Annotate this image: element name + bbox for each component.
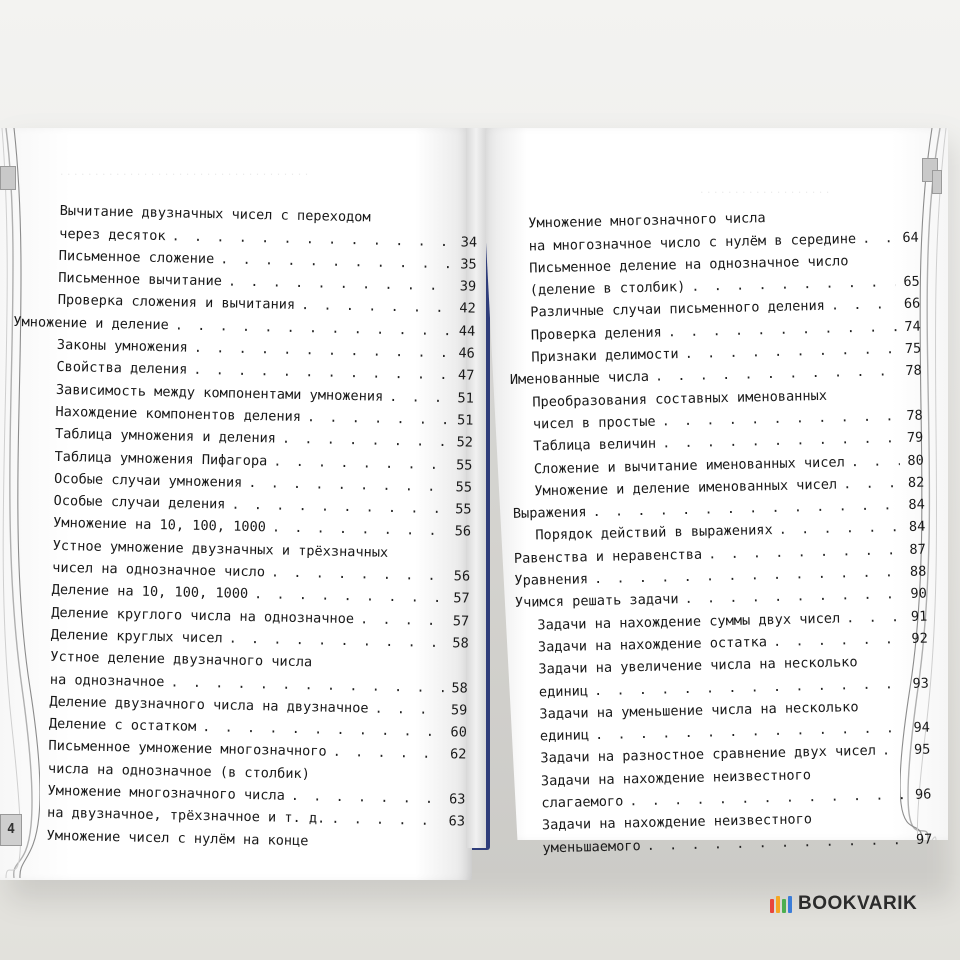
toc-entry-title: чисел в простые bbox=[532, 413, 656, 433]
toc-page-number: 64 bbox=[902, 229, 919, 246]
toc-leader-dots bbox=[331, 811, 441, 829]
toc-entry-title: Таблица умножения и деления bbox=[54, 426, 277, 447]
toc-leader-dots bbox=[843, 475, 901, 492]
toc-entry-title: на двузначное, трёхзначное и т. д. bbox=[46, 805, 326, 827]
toc-page-number: 46 bbox=[458, 345, 475, 362]
toc-leader-dots bbox=[360, 611, 445, 629]
toc-entry-title: Свойства деления bbox=[56, 359, 188, 378]
toc-entry-title: Умножение и деление именованных чисел bbox=[534, 476, 838, 500]
toc-entry-title: чисел на однозначное число bbox=[52, 559, 266, 581]
toc-entry-title: Различные случаи письменного деления bbox=[530, 298, 826, 321]
toc-page-number: 96 bbox=[914, 786, 932, 803]
toc-page-number: 91 bbox=[910, 608, 928, 625]
book-spine-icon bbox=[782, 899, 786, 913]
toc-leader-dots bbox=[773, 631, 904, 650]
toc-page-number: 59 bbox=[450, 702, 468, 719]
page-edge-tab bbox=[932, 170, 942, 194]
toc-leader-dots bbox=[291, 788, 442, 807]
left-table-of-contents bbox=[2, 196, 477, 852]
toc-entry-title: Письменное умножение многозначного bbox=[48, 738, 327, 761]
toc-page-number: 55 bbox=[455, 479, 473, 496]
toc-page-number: 44 bbox=[458, 323, 476, 340]
bleed-through-text: · · · · · · · · · · · · · · · · · · · bbox=[700, 186, 830, 199]
toc-page-number: 47 bbox=[457, 367, 475, 385]
toc-page-number: 51 bbox=[457, 389, 475, 407]
toc-entry-title: уменьшаемого bbox=[542, 837, 641, 856]
toc-entry-title: Задачи на уменьшение числа на несколько bbox=[539, 698, 859, 723]
toc-page-number: 87 bbox=[909, 541, 926, 558]
toc-entry-title: слагаемого bbox=[541, 793, 624, 812]
toc-page-number: 35 bbox=[460, 256, 477, 273]
toc-page-number: 90 bbox=[910, 585, 927, 603]
toc-leader-dots bbox=[374, 700, 443, 717]
toc-entry-title: Деление круглых чисел bbox=[50, 626, 223, 647]
toc-entry-title: Порядок действий в выражениях bbox=[535, 522, 773, 544]
book-stack-icon bbox=[770, 896, 792, 913]
toc-page-number: 42 bbox=[459, 300, 476, 318]
toc-entry-title: Задачи на увеличение числа на несколько bbox=[538, 654, 858, 678]
toc-page-number: 95 bbox=[913, 741, 931, 759]
toc-leader-dots bbox=[301, 297, 452, 316]
toc-entry-title: числа на однозначное (в столбик) bbox=[47, 760, 311, 782]
toc-entry-title: Таблица величин bbox=[533, 435, 657, 455]
book-spine-icon bbox=[788, 896, 792, 913]
right-table-of-contents bbox=[506, 201, 933, 857]
toc-entry-title: Умножение многозначного числа bbox=[47, 782, 286, 804]
toc-page-number: 55 bbox=[455, 456, 473, 474]
book-spine-icon bbox=[770, 899, 774, 913]
toc-page-number: 57 bbox=[453, 590, 470, 607]
toc-entry-title: Деление на 10, 100, 1000 bbox=[51, 582, 249, 603]
toc-entry-title: Устное умножение двузначных и трёхзначных bbox=[52, 537, 389, 561]
toc-entry-title: Задачи на нахождение неизвестного bbox=[540, 766, 812, 790]
toc-page-number: 78 bbox=[906, 407, 923, 424]
toc-entry-title: Выражения bbox=[512, 504, 587, 523]
toc-entry-title: на многозначное число с нулём в середине bbox=[528, 230, 857, 255]
toc-entry-title: Законы умножения bbox=[56, 336, 188, 356]
toc-entry-title: Особые случаи деления bbox=[53, 493, 226, 513]
toc-page-number: 79 bbox=[906, 429, 924, 447]
toc-page-number: 51 bbox=[456, 412, 474, 429]
book-spine-icon bbox=[776, 896, 780, 913]
toc-entry-title: Умножение многозначного числа bbox=[528, 210, 766, 232]
toc-leader-dots bbox=[307, 409, 450, 428]
toc-leader-dots bbox=[862, 230, 895, 247]
toc-entry-title: единиц bbox=[538, 682, 589, 700]
toc-entry-title: Учимся решать задачи bbox=[514, 591, 679, 612]
toc-entry-title: Таблица умножения Пифагора bbox=[54, 448, 268, 469]
toc-page-number: 78 bbox=[905, 362, 922, 380]
toc-entry-title: Задачи на нахождение суммы двух чисел bbox=[537, 610, 841, 634]
toc-page-number: 82 bbox=[907, 474, 925, 491]
toc-entry-title: Именованные числа bbox=[509, 369, 650, 389]
toc-page-number: 63 bbox=[448, 791, 466, 808]
toc-entry-title: Деление двузначного числа на двузначное bbox=[49, 693, 369, 717]
toc-entry-title: Сложение и вычитание именованных чисел bbox=[533, 453, 845, 477]
toc-entry-title: Задачи на нахождение остатка bbox=[537, 634, 768, 656]
bleed-through-text: · · · · · · · · · · · · · · · · · · · · · · · · · · · · · · · · · · · · bbox=[60, 168, 309, 181]
watermark-text: BOOKVARIK bbox=[798, 893, 918, 914]
page-number: 4 bbox=[0, 814, 22, 846]
toc-entry-title: Умножение чисел с нулём на конце bbox=[46, 827, 309, 849]
toc-entry-title: Деление круглого числа на однозначное bbox=[51, 604, 355, 627]
toc-page-number: 34 bbox=[460, 233, 478, 251]
toc-page-number: 84 bbox=[908, 519, 926, 536]
toc-entry-title: Умножение на 10, 100, 1000 bbox=[52, 515, 267, 536]
bookvarik-watermark bbox=[770, 893, 917, 915]
toc-page-number: 88 bbox=[909, 563, 927, 580]
toc-page-number: 93 bbox=[912, 675, 930, 692]
toc-page-number: 56 bbox=[454, 523, 472, 541]
toc-page-number: 75 bbox=[904, 340, 922, 358]
toc-entry-title: (деление в столбик) bbox=[529, 279, 686, 299]
toc-leader-dots bbox=[831, 297, 897, 314]
toc-entry-title: Особые случаи умножения bbox=[53, 470, 243, 491]
toc-page-number: 65 bbox=[903, 273, 920, 291]
toc-entry-title: Устное деление двузначного числа bbox=[50, 649, 313, 671]
toc-entry-title: на однозначное bbox=[49, 671, 165, 690]
toc-entry-title: Деление с остатком bbox=[48, 715, 197, 736]
toc-page-number: 63 bbox=[448, 813, 466, 830]
toc-entry-title: Письменное вычитание bbox=[58, 270, 223, 290]
toc-entry-title: Письменное сложение bbox=[58, 247, 215, 268]
toc-page-number: 60 bbox=[450, 724, 468, 741]
toc-entry-title: через десяток bbox=[59, 225, 166, 244]
toc-entry-title: Вычитание двузначных чисел с переходом bbox=[59, 203, 371, 226]
toc-entry-title: единиц bbox=[539, 727, 590, 745]
toc-entry-title: Задачи на нахождение неизвестного bbox=[541, 811, 813, 834]
toc-page-number: 84 bbox=[908, 496, 925, 514]
toc-leader-dots bbox=[846, 609, 904, 626]
toc-page-number: 58 bbox=[452, 635, 469, 652]
toc-page-number: 92 bbox=[911, 630, 929, 647]
toc-page-number: 66 bbox=[903, 296, 921, 313]
toc-entry-title: Проверка деления bbox=[530, 324, 662, 344]
toc-page-number: 94 bbox=[913, 719, 931, 737]
toc-page-number: 55 bbox=[454, 501, 472, 518]
toc-entry-title: Задачи на разностное сравнение двух чисел bbox=[540, 743, 877, 767]
toc-leader-dots bbox=[779, 520, 902, 539]
toc-page-number: 80 bbox=[907, 452, 924, 469]
toc-entry-title: Письменное деление на однозначное число bbox=[529, 253, 849, 277]
toc-entry-title: Признаки делимости bbox=[531, 346, 679, 366]
toc-page-number: 39 bbox=[459, 278, 477, 295]
toc-page-number: 58 bbox=[451, 679, 468, 697]
toc-entry-title: Нахождение компонентов деления bbox=[55, 403, 302, 425]
toc-entry-title: Преобразования составных именованных bbox=[532, 387, 828, 411]
toc-entry-title: Равенства и неравенства bbox=[513, 546, 703, 567]
toc-page-number: 74 bbox=[904, 318, 921, 335]
toc-leader-dots bbox=[389, 389, 450, 406]
toc-page-number: 62 bbox=[449, 746, 467, 763]
toc-leader-dots bbox=[333, 744, 443, 762]
toc-leader-dots bbox=[851, 453, 900, 470]
toc-entry-title: Проверка сложения и вычитания bbox=[57, 292, 296, 314]
toc-page-number: 57 bbox=[452, 612, 470, 630]
toc-page-number: 56 bbox=[453, 568, 471, 585]
page-edge-tab bbox=[0, 166, 16, 190]
toc-entry-title: Уравнения bbox=[514, 571, 589, 589]
toc-entry-title: Зависимость между компонентами умножения bbox=[55, 381, 384, 405]
toc-leader-dots bbox=[882, 742, 907, 759]
toc-page-number: 52 bbox=[456, 434, 474, 451]
toc-entry-title: Умножение и деление bbox=[13, 313, 169, 334]
toc-page-number: 97 bbox=[915, 831, 933, 848]
